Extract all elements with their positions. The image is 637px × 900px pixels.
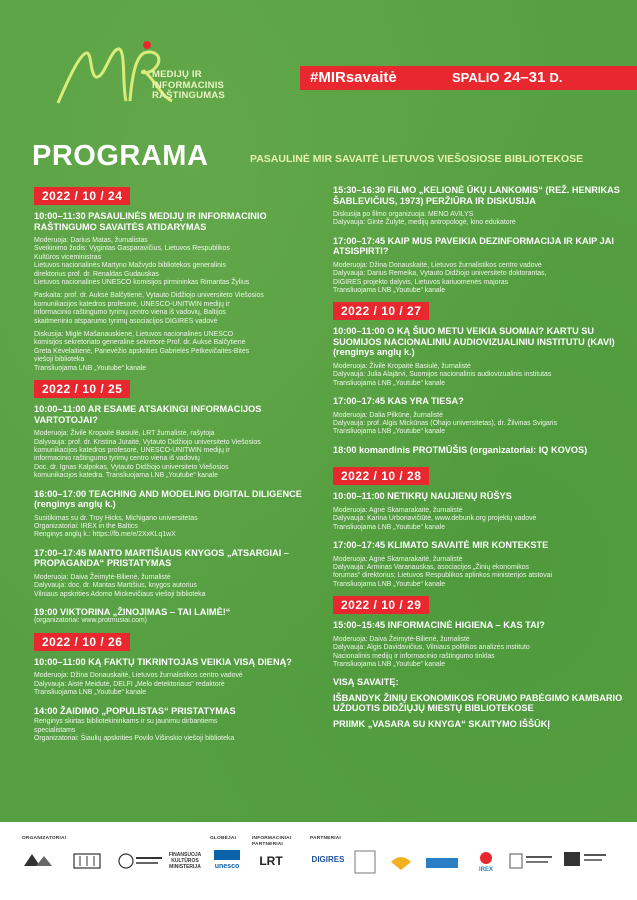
event-line: (organizatoriai: www.protmusiai.com) <box>34 617 147 625</box>
event-line: Vilniaus apskrities Adomo Mickevičiaus viešoji biblioteka <box>34 590 206 598</box>
event-line: Transliuojama LNB „Youtube“ kanale <box>333 523 446 531</box>
event-details <box>34 718 324 743</box>
week-activity: IŠBANDYK ŽINIŲ EKONOMIKOS FORUMO PABĖGIMO KAMBARIO UŽDUOTIS DIDŽIŲJŲ MIESTŲ BIBLIOTEKOSE <box>333 692 623 714</box>
event-line: Sveikinimo žodis: Vygintas Gasparavičius, Lietuvos Respublikos <box>34 245 230 253</box>
date-badge: 2022 / 10 / 27 <box>333 302 429 320</box>
unesco-temple-icon <box>212 848 242 862</box>
date-badge: 2022 / 10 / 25 <box>34 380 130 398</box>
organizers-label: ORGANIZATORIAI <box>22 836 67 841</box>
event-details <box>34 237 324 287</box>
event-title: 16:00–17:00 TEACHING AND MODELING DIGITAL DILIGENCE (renginys anglų k.) <box>34 488 302 510</box>
event-line: Organizatoriai: Šiaulių apskrities Povilo Višinskio viešoji biblioteka <box>34 734 235 742</box>
event-line: DIGIRES projekto dalyvis, Lietuvos kariuomenės majoras <box>333 278 509 286</box>
event-line: Moderuoja: Darius Matas, žurnalistas <box>34 237 148 244</box>
event-line: komisijos sekretoriato generalinė sekretorė Prof. dr. Auksė Balčytienė <box>34 339 246 347</box>
event-line: Moderuoja: Daiva Žeimytė-Bilienė, žurnalistė <box>34 573 171 581</box>
date-badge: 2022 / 10 / 26 <box>34 633 130 651</box>
funder-logo: FINANSUOJA KULTŪROS MINISTERIJA <box>168 852 202 870</box>
program-column-left <box>34 185 324 743</box>
dates-month: SPALIO <box>452 70 500 85</box>
unesco-chair-logo-icon <box>562 850 608 870</box>
meno-avilys-logo-icon <box>352 848 378 876</box>
event-line: Nacionalinis medijų ir informacinio raštingumo tinklas <box>333 652 495 660</box>
event-line: Dalyvauja: prof. dr. Kristina Juraitė, Vytauto Didžiojo universiteto Viešosios <box>34 438 261 446</box>
event-line: specialistams <box>34 726 76 734</box>
event-title: 10:00–11:00 NETIKRŲ NAUJIENŲ RŪŠYS <box>333 491 512 502</box>
event-line: Greta Kėvelaitienė, Panevėžio apskrities Gabrielės Petkevičaitės-Bitės <box>34 347 250 355</box>
event-details <box>34 672 324 697</box>
event-line: Dalyvauja: Arminas Varanauskas, asociacijos „Žinių ekonomikos <box>333 564 529 571</box>
event-line: Moderuoja: Džina Donauskaitė, Lietuvos žurnalistikos centro vadovė <box>333 261 542 269</box>
ziniu-ekonomikos-forumas-logo-icon <box>424 846 460 876</box>
event-line: Dalyvauja: doc. dr. Mantas Martišius, knygos autorius <box>34 582 197 590</box>
event-line: komunikacijos katedra. Transliuojama LNB „Youtube“ kanale <box>34 472 218 480</box>
unesco-commission-logo-icon <box>118 852 164 870</box>
event-details <box>34 292 324 326</box>
event-title: 10:00–11:00 KĄ FAKTŲ TIKRINTOJAS VEIKIA VISĄ DIENĄ? <box>34 656 292 667</box>
event-line: Doc. dr. Ignas Kalpokas, Vytauto Didžiojo universiteto Viešosios <box>34 463 229 471</box>
library-logo-icon <box>70 852 104 870</box>
irex-logo-icon <box>476 850 496 866</box>
event-line: Dalyvauja: Karina Urbonavičiūtė, www.debunk.org projektų vadovė <box>333 515 537 523</box>
event-title: 15:00–15:45 INFORMACINĖ HIGIENA – KAS TAI? <box>333 620 545 631</box>
campaign-banner <box>300 66 637 90</box>
organizer-logo-icon <box>22 852 56 868</box>
event-title: 17:00–17:45 KLIMATO SAVAITĖ MIR KONTEKSTE <box>333 540 549 551</box>
event-details <box>333 363 623 388</box>
event-title: 17:00–17:45 KAIP MUS PAVEIKIA DEZINFORMACIJA IR KAIP JAI ATSISPIRTI? <box>333 235 614 257</box>
logo-text <box>152 70 225 102</box>
dates-suffix: D. <box>549 70 563 85</box>
event-line: Transliuojama LNB „Youtube“ kanale <box>34 689 147 697</box>
date-badge: 2022 / 10 / 24 <box>34 187 130 205</box>
event-details <box>333 211 623 228</box>
event-line: Kultūros viceministras <box>34 253 102 261</box>
program-column-right <box>333 185 623 734</box>
event-line: Lietuvos nacionalinės UNESCO komisijos pirmininkas Rimantas Žylius <box>34 279 250 287</box>
event-line: Dalyvauja: prof. Algis Mickūnas (Ohajo universitetas), dr. Žilvinas Svigaris <box>333 420 558 428</box>
digires-logo: DIGIRES <box>311 855 345 864</box>
event-line: informacinio raštingumo tyrimų centro viena iš vadovių, Baltijos <box>34 309 226 317</box>
event-line: Diskusija: Miglė Mašanauskienė, Lietuvos nacionalinės UNESCO <box>34 331 234 339</box>
event-title: 17:00–17:45 MANTO MARTIŠIAUS KNYGOS „ATSARGIAI – PROPAGANDA“ PRISTATYMAS <box>34 547 289 569</box>
week-title: VISĄ SAVAITĘ: <box>333 677 399 688</box>
week-activity: PRIIMK „VASARA SU KNYGA“ SKAITYMO IŠŠŪKĮ <box>333 718 550 729</box>
logo-line-2: INFORMACINIS <box>152 79 225 91</box>
event-line: Dalyvauja: Gintė Žulytė, medijų antropologė, kino edukatorė <box>333 219 516 227</box>
event-line: Organizatoriai: IREX in the Baltics <box>34 522 138 530</box>
patrons-label: GLOBĖJAI <box>210 836 237 841</box>
unesco-logo: unesco <box>214 863 240 870</box>
event-line: Transliuojama LNB „Youtube“ kanale <box>333 660 446 668</box>
logo-line-3: RAŠTINGUMAS <box>152 90 225 101</box>
event-details <box>34 515 324 540</box>
partners-label: PARTNERIAI <box>310 836 341 841</box>
event-line: Transliuojama LNB „Youtube“ kanale <box>333 580 446 588</box>
campaign-dates <box>452 69 563 86</box>
event-details <box>333 262 623 296</box>
event-line: Transliuojama LNB „Youtube“ kanale <box>333 428 446 436</box>
event-line: Lietuvos nacionalinės Martyno Mažvydo bibliotekos generalinis <box>34 262 226 270</box>
event-details <box>333 507 623 532</box>
event-line: Transliuojama LNB „Youtube“ kanale <box>34 364 147 372</box>
event-title: 18:00 komandinis PROTMŪŠIS (organizatoriai: IQ KOVOS) <box>333 444 588 455</box>
event-line: forumas“ direktorius; Lietuvos Respublikos aplinkos ministerijos atstovai <box>333 572 553 580</box>
event-line: Dalyvauja: Algis Davidavičius, Vilniaus politikos analizės instituto <box>333 644 530 652</box>
info-partners-label: INFORMACINIAI PARTNERIAI <box>252 836 292 847</box>
event-line: Renginys anglų k.: https://fb.me/e/2XxKLq1wX <box>34 531 176 539</box>
ministry-logo-icon <box>508 852 554 870</box>
event-line: direktorius prof. dr. Renaldas Gudauskas <box>34 270 159 278</box>
event-line: Moderuoja: Daiva Žeimytė-Bilienė, žurnalistė <box>333 635 470 643</box>
event-details <box>333 556 623 590</box>
event-line: komunikacijos katedros profesorė, UNESCO-UNITWIN medijų ir <box>34 446 230 454</box>
page-subtitle: PASAULINĖ MIR SAVAITĖ LIETUVOS VIEŠOSIOSE BIBLIOTEKOSE <box>250 153 584 165</box>
event-line: Moderuoja: Dalia Pilkūnė, žurnalistė <box>333 411 443 419</box>
event-title: 15:30–16:30 FILMO „KELIONĖ ŪKŲ LANKOMIS“ (REŽ. HENRIKAS ŠABLEVIČIUS, 1973) PERŽIŪRA IR DISKUSIJA <box>333 185 620 206</box>
date-badge: 2022 / 10 / 29 <box>333 596 429 614</box>
page-title: PROGRAMA <box>32 140 209 172</box>
event-details <box>34 331 324 373</box>
event-line: Dalyvauja: Darius Remeika, Vytauto Didžiojo universiteto doktorantas, <box>333 270 547 278</box>
event-title: 10:00–11:30 PASAULINĖS MEDIJŲ IR INFORMACINIO RAŠTINGUMO SAVAITĖS ATIDARYMAS <box>34 211 267 232</box>
logo-line-1: MEDIJŲ IR <box>152 69 202 80</box>
sponsors-footer <box>0 822 637 900</box>
event-details <box>333 636 623 670</box>
event-line: Transliuojama LNB „Youtube“ kanale <box>333 287 446 295</box>
vasara-su-knyga-logo-icon <box>388 848 414 874</box>
event-line: Renginys skirtas bibliotekininkams ir su jaunimu dirbantiems <box>34 718 218 726</box>
event-line: Moderuoja: Agnė Skamarakaitė, žurnalistė <box>333 506 463 514</box>
event-title: 10:00–11:00 AR ESAME ATSAKINGI INFORMACIJOS VARTOTOJAI? <box>34 404 262 425</box>
event-line: Dalyvauja: Julia Alajärvi, Suomijos nacionalinis audiovizualinis institutas <box>333 371 552 379</box>
event-line: Dalyvauja: Aistė Meidutė, DELFI „Melo detektoriaus“ redaktorė <box>34 680 225 688</box>
event-line: Moderuoja: Živilė Kropaitė Basiulė, žurnalistė <box>333 362 471 370</box>
event-details <box>34 430 324 480</box>
event-title: 10:00–11:00 O KĄ ŠIUO METU VEIKIA SUOMIAI? KARTU SU SUOMIJOS NACIONALINIU AUDIOVIZUALINIU INSTITUTU (KAVI) (renginys anglų k.) <box>333 326 615 358</box>
event-line: Moderuoja: Živilė Kropaitė Basiulė, LRT žurnalistė, rašytoja <box>34 430 215 438</box>
lrt-logo: LRT <box>259 854 283 868</box>
event-line: Moderuoja: Agnė Skamarakaitė, žurnalistė <box>333 555 463 563</box>
event-line: viešoji biblioteka <box>34 356 85 364</box>
event-line: informacinio raštingumo tyrimų centro viena iš vadovių <box>34 455 200 463</box>
event-line: Moderuoja: Džina Donauskaitė, Lietuvos žurnalistikos centro vadovė <box>34 672 243 680</box>
event-title: 14:00 ŽAIDIMO „POPULISTAS“ PRISTATYMAS <box>34 705 236 716</box>
event-line: Transliuojama LNB „Youtube“ kanale <box>333 379 446 387</box>
logo-dot <box>143 41 151 49</box>
event-title: 17:00–17:45 KAS YRA TIESA? <box>333 396 464 407</box>
dates-range: 24–31 <box>503 69 546 86</box>
event-line: Diskusija po filmo organizuoja: MENO AVILYS <box>333 211 474 218</box>
campaign-hashtag: #MIRsavaitė <box>310 69 397 86</box>
event-details <box>333 412 623 437</box>
event-title: 19:00 VIKTORINA „ŽINOJIMAS – TAI LAIMĖ!“ <box>34 606 231 617</box>
event-line: komunikacijos katedros profesorė, UNESCO-UNITWIN medijų ir <box>34 300 230 308</box>
event-line: Susitikimas su dr. Troy Hicks, Michigano universitetas <box>34 514 198 522</box>
event-details <box>34 574 324 599</box>
date-badge: 2022 / 10 / 28 <box>333 467 429 485</box>
irex-logo: IREX <box>478 867 493 873</box>
event-line: Paskaita: prof. dr. Auksė Balčytienė, Vytauto Didžiojo universiteto Viešosios <box>34 292 264 300</box>
event-line: skaitmeninio atsparumo tyrimų asociacijos DIGIRES vadovė <box>34 317 218 325</box>
